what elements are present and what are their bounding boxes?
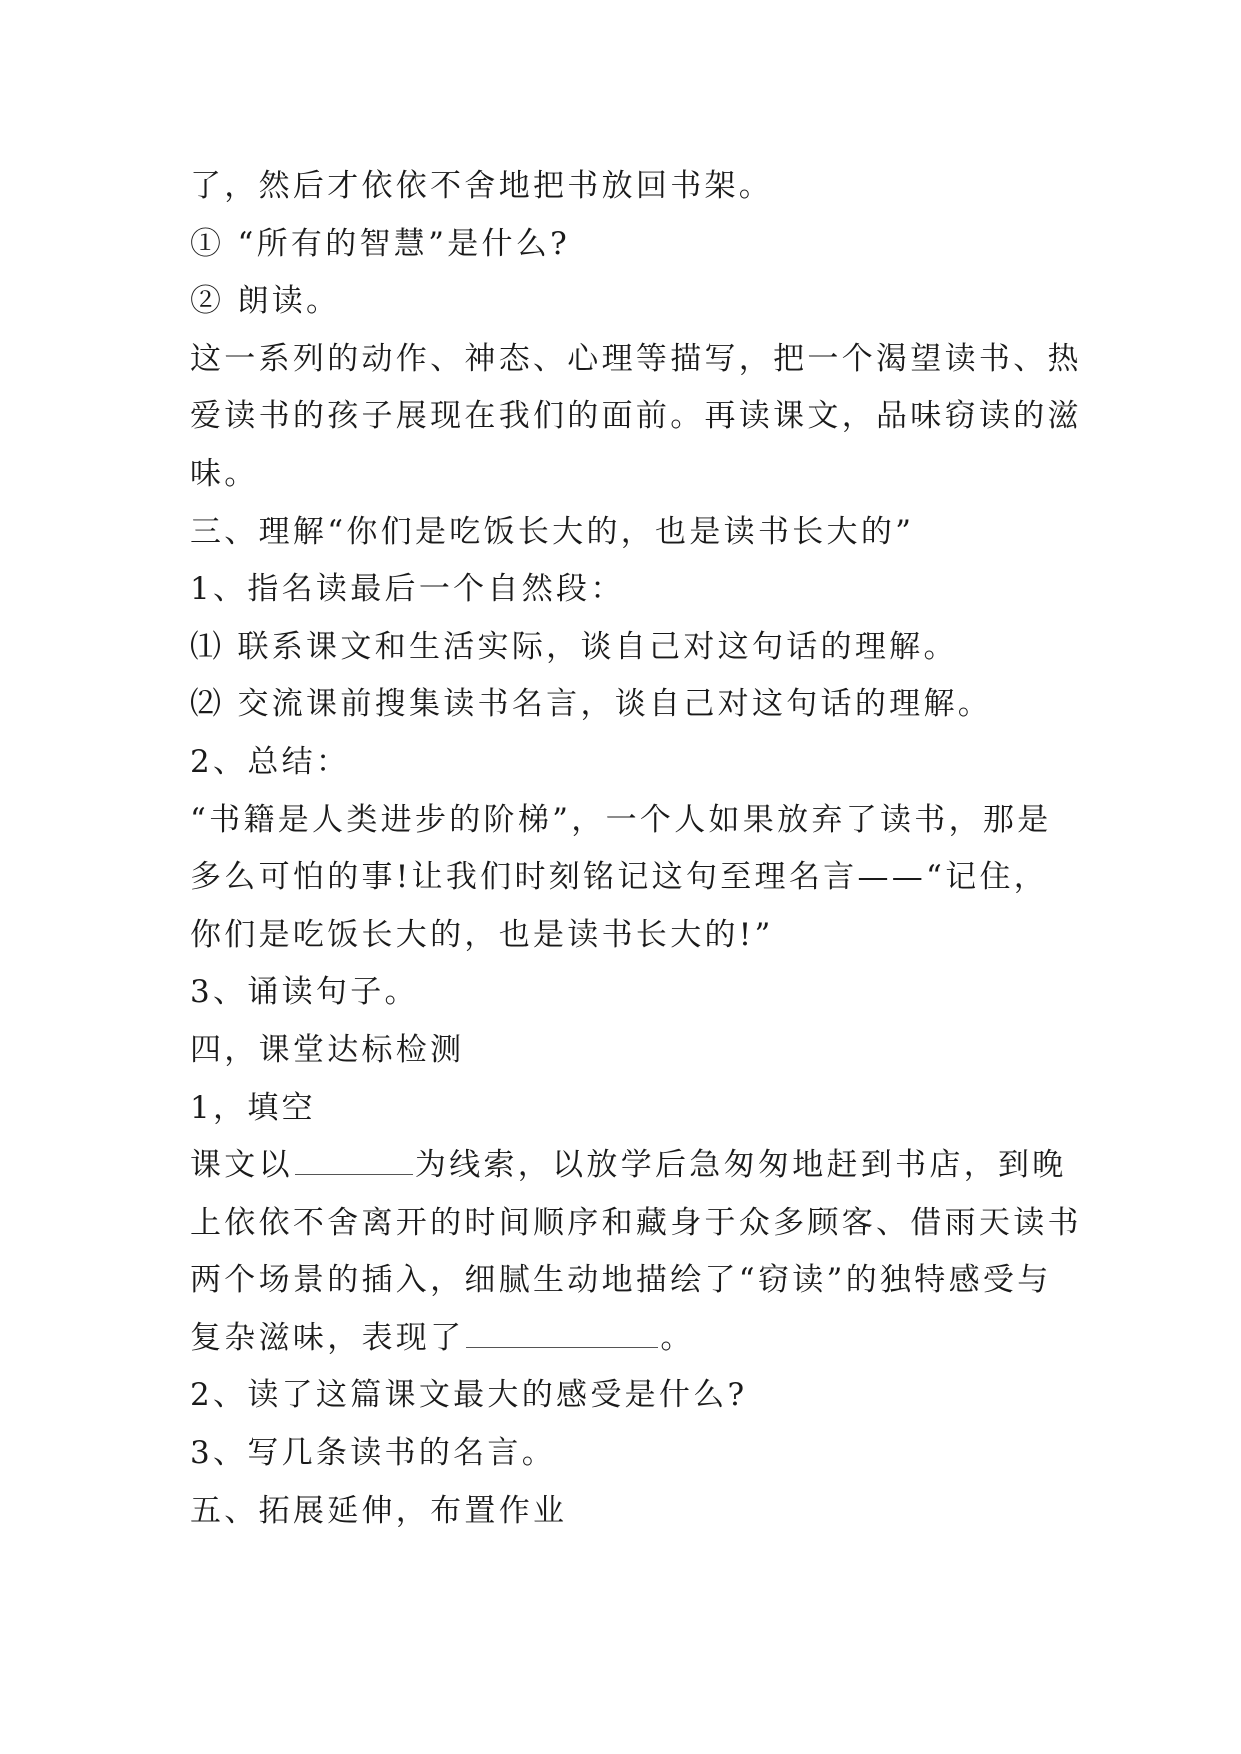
section-heading: 三、理解“你们是吃饭长大的，也是读书长大的” (190, 513, 915, 550)
sub-item: ⑵ 交流课前搜集读书名言，谈自己对这句话的理解。 (190, 686, 993, 723)
answer-blank[interactable] (295, 1144, 413, 1175)
fill-in-text-after: 为线索，以放学后急匆匆地赶到书店，到晚 (414, 1147, 1067, 1184)
section-heading: 四，课堂达标检测 (190, 1031, 465, 1068)
section-heading: 五、拓展延伸，布置作业 (190, 1492, 568, 1529)
step-item: 3、诵读句子。 (190, 974, 419, 1011)
text-line: 味。 (190, 455, 259, 492)
fill-in-text-after: 。 (660, 1319, 695, 1356)
text-line: 爱读书的孩子展现在我们的面前。再读课文，品味窃读的滋 (190, 398, 1082, 435)
text-line: 多么可怕的事!让我们时刻铭记这句至理名言——“记住， (190, 859, 1049, 896)
question-item: ② 朗读。 (190, 283, 341, 320)
sub-item: ⑴ 联系课文和生活实际，谈自己对这句话的理解。 (190, 628, 958, 665)
step-item: 2、总结： (190, 743, 351, 780)
question-item: ① “所有的智慧”是什么? (190, 225, 571, 262)
step-item: 3、写几条读书的名言。 (190, 1435, 557, 1472)
fill-in-line (190, 1137, 1067, 1195)
text-line: 上依依不舍离开的时间顺序和藏身于众多顾客、借雨天读书 (190, 1204, 1082, 1241)
answer-blank[interactable] (466, 1317, 658, 1348)
text-line: 这一系列的动作、神态、心理等描写，把一个渴望读书、热 (190, 340, 1082, 377)
text-line: “书籍是人类进步的阶梯”，一个人如果放弃了读书，那是 (190, 801, 1052, 838)
step-item: 1、指名读最后一个自然段： (190, 571, 625, 608)
fill-in-line (190, 1310, 1060, 1368)
step-item: 2、读了这篇课文最大的感受是什么? (190, 1377, 748, 1414)
text-line: 你们是吃饭长大的，也是读书长大的!” (190, 916, 774, 953)
text-line: 了，然后才依依不舍地把书放回书架。 (190, 168, 774, 204)
step-item: 1，填空 (190, 1089, 316, 1126)
fill-in-text-before: 课文以 (190, 1147, 293, 1184)
text-line: 两个场景的插入，细腻生动地描绘了“窃读”的独特感受与 (190, 1262, 1052, 1299)
document-body (190, 158, 1082, 1540)
fill-in-text-before: 复杂滋味，表现了 (190, 1319, 465, 1356)
